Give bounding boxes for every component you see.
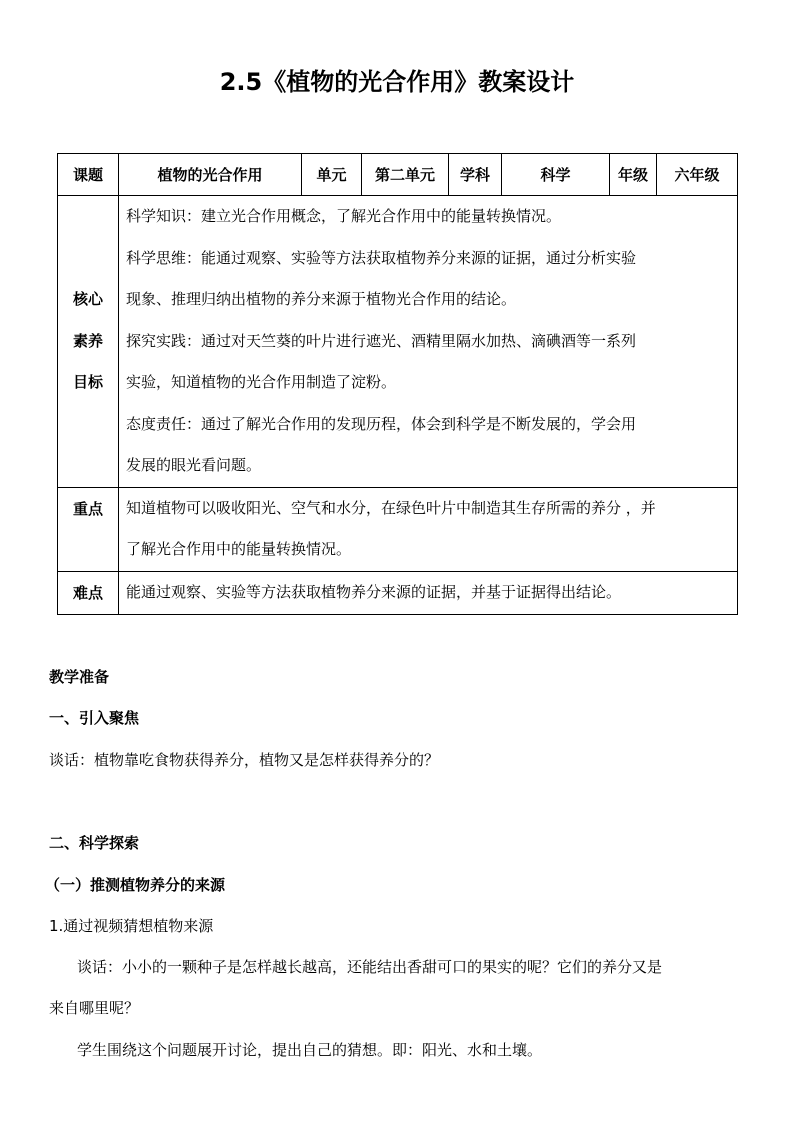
section-exploration-heading: 二、科学探索 bbox=[49, 834, 140, 852]
subsection-heading: （一）推测植物养分的来源 bbox=[45, 876, 226, 894]
goals-line: 现象、推理归纳出植物的养分来源于植物光合作用的结论。 bbox=[126, 290, 517, 308]
goals-line: 科学知识：建立光合作用概念，了解光合作用中的能量转换情况。 bbox=[126, 207, 562, 225]
teaching-prep-heading: 教学准备 bbox=[49, 668, 110, 686]
goals-label bbox=[58, 196, 119, 488]
paragraph-line: 学生围绕这个问题展开讨论，提出自己的猜想。即：阳光、水和土壤。 bbox=[77, 1041, 543, 1059]
table-header-row bbox=[58, 154, 738, 196]
topic-value: 植物的光合作用 bbox=[119, 154, 302, 196]
goals-label-line: 核心 bbox=[72, 290, 103, 308]
paragraph-line: 谈话：小小的一颗种子是怎样越长越高，还能结出香甜可口的果实的呢？它们的养分又是 bbox=[77, 958, 663, 976]
grade-value: 六年级 bbox=[657, 154, 738, 196]
goals-line: 态度责任：通过了解光合作用的发现历程，体会到科学是不断发展的，学会用 bbox=[126, 414, 637, 433]
item-heading: 1.通过视频猜想植物来源 bbox=[49, 917, 214, 935]
difficulty-row bbox=[58, 571, 738, 614]
paragraph-discussion bbox=[49, 947, 739, 1029]
introduction-text: 谈话：植物靠吃食物获得养分，植物又是怎样获得养分的？ bbox=[49, 751, 440, 769]
lesson-info-table bbox=[57, 153, 738, 615]
key-points-line: 了解光合作用中的能量转换情况。 bbox=[126, 540, 352, 558]
goals-row bbox=[58, 196, 738, 488]
subject-value: 科学 bbox=[502, 154, 610, 196]
section-introduction-heading: 一、引入聚焦 bbox=[49, 709, 140, 727]
goals-line: 探究实践：通过对天竺葵的叶片进行遮光、酒精里隔水加热、滴碘酒等一系列 bbox=[126, 331, 637, 350]
key-points-row bbox=[58, 487, 738, 571]
grade-label: 年级 bbox=[610, 154, 657, 196]
goals-label-line: 目标 bbox=[72, 373, 103, 391]
unit-value: 第二单元 bbox=[362, 154, 449, 196]
key-points-label: 重点 bbox=[58, 487, 119, 571]
key-points-line: 知道植物可以吸收阳光、空气和水分，在绿色叶片中制造其生存所需的养分 ，并 bbox=[126, 498, 656, 517]
difficulty-label: 难点 bbox=[58, 571, 119, 614]
subject-label: 学科 bbox=[449, 154, 502, 196]
paragraph-student-guess bbox=[49, 1030, 739, 1071]
goals-line: 科学思维：能通过观察、实验等方法获取植物养分来源的证据，通过分析实验 bbox=[126, 248, 637, 267]
topic-label: 课题 bbox=[58, 154, 119, 196]
difficulty-line: 能通过观察、实验等方法获取植物养分来源的证据，并基于证据得出结论。 bbox=[126, 582, 622, 601]
paragraph-line: 来自哪里呢？ bbox=[49, 999, 140, 1017]
goals-line: 发展的眼光看问题。 bbox=[126, 456, 262, 474]
key-points-content bbox=[119, 487, 738, 571]
goals-line: 实验，知道植物的光合作用制造了淀粉。 bbox=[126, 373, 397, 391]
goals-content bbox=[119, 196, 738, 488]
goals-label-line: 素养 bbox=[72, 331, 103, 350]
unit-label: 单元 bbox=[302, 154, 362, 196]
difficulty-content bbox=[119, 571, 738, 614]
page-title: 2.5《植物的光合作用》教案设计 bbox=[219, 68, 575, 96]
